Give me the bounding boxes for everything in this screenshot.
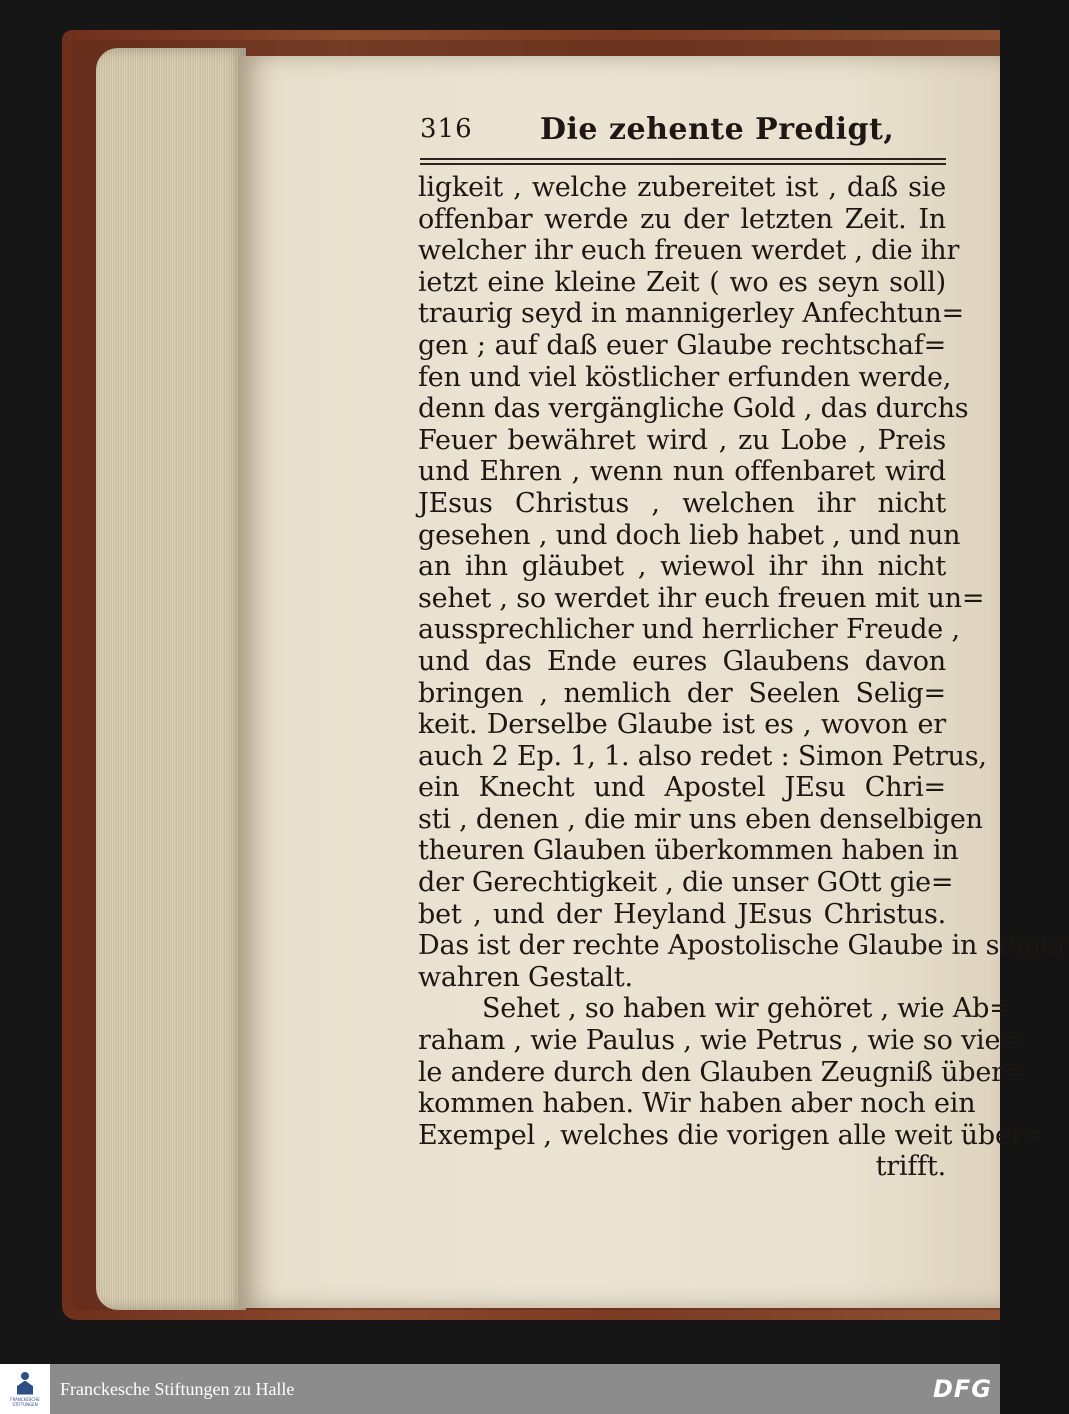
text-line: ligkeit , welche zubereitet ist , daß sie (418, 172, 946, 203)
text-line: JEsus Christus , welchen ihr nicht (418, 487, 946, 519)
text-line: fen und viel köstlicher erfunden werde, (418, 361, 952, 393)
body-text (418, 172, 1069, 1183)
text-line: le andere durch den Glauben Zeugniß über= (418, 1056, 1027, 1088)
francke-logo[interactable] (0, 1364, 50, 1414)
text-line: keit. Derselbe Glaube ist es , wovon er (418, 709, 946, 741)
dfg-logo[interactable]: DFG (932, 1375, 992, 1403)
text-line: bringen , nemlich der Seelen Selig= (418, 677, 946, 709)
text-line: bet , und der Heyland JEsus Christus. (418, 898, 946, 930)
text-line: theuren Glauben überkommen haben in (418, 835, 959, 867)
header-rule-lower (420, 163, 946, 165)
text-line: offenbar werde zu der letzten Zeit. In (418, 203, 946, 235)
header-rule (420, 158, 946, 160)
text-line: sehet , so werdet ihr euch freuen mit un= (418, 582, 985, 614)
text-line: ietzt eine kleine Zeit ( wo es seyn soll) (418, 266, 946, 298)
logo-caption: FRANCKESCHE STIFTUNGEN (10, 1396, 40, 1407)
text-line: Sehet , so haben wir gehöret , wie Ab= (482, 993, 1012, 1025)
text-line: traurig seyd in mannigerley Anfechtun= (418, 298, 964, 330)
orphanage-sun-icon (15, 1372, 35, 1396)
text-line: sti , denen , die mir uns eben denselbigen (418, 803, 983, 835)
text-line: und Ehren , wenn nun offenbaret wird (418, 456, 946, 488)
text-line: der Gerechtigkeit , die unser GOtt gie= (418, 867, 954, 899)
text-line: trifft. (875, 1151, 946, 1183)
text-line: auch 2 Ep. 1, 1. also redet : Simon Petrus, (418, 740, 987, 772)
page-edges (96, 48, 246, 1310)
text-line: gen ; auf daß euer Glaube rechtschaf= (418, 329, 946, 361)
text-line: denn das vergängliche Gold , das durchs (418, 393, 969, 425)
page-number: 316 (420, 114, 473, 144)
viewer-footer (0, 1364, 1000, 1414)
text-line: wahren Gestalt. (418, 961, 633, 993)
text-line: gesehen , und doch lieb habet , und nun (418, 519, 961, 551)
text-line: Das ist der rechte Apostolische Glaube in seiner (418, 930, 1069, 962)
text-line: raham , wie Paulus , wie Petrus , wie so vie= (418, 1025, 1023, 1057)
text-line: und das Ende eures Glaubens davon (418, 645, 946, 677)
text-line: welcher ihr euch freuen werdet , die ihr (418, 235, 960, 267)
running-head: Die zehente Predigt, (540, 112, 895, 147)
text-line: Exempel , welches die vorigen alle weit über= (418, 1119, 1046, 1151)
text-line: ein Knecht und Apostel JEsu Chri= (418, 772, 946, 804)
institution-name: Franckesche Stiftungen zu Halle (60, 1378, 295, 1399)
text-line: Feuer bewähret wird , zu Lobe , Preis (418, 424, 946, 456)
text-line: aussprechlicher und herrlicher Freude , (418, 614, 960, 646)
text-line: kommen haben. Wir haben aber noch ein (418, 1088, 976, 1120)
text-line: an ihn gläubet , wiewol ihr ihn nicht (418, 551, 946, 583)
